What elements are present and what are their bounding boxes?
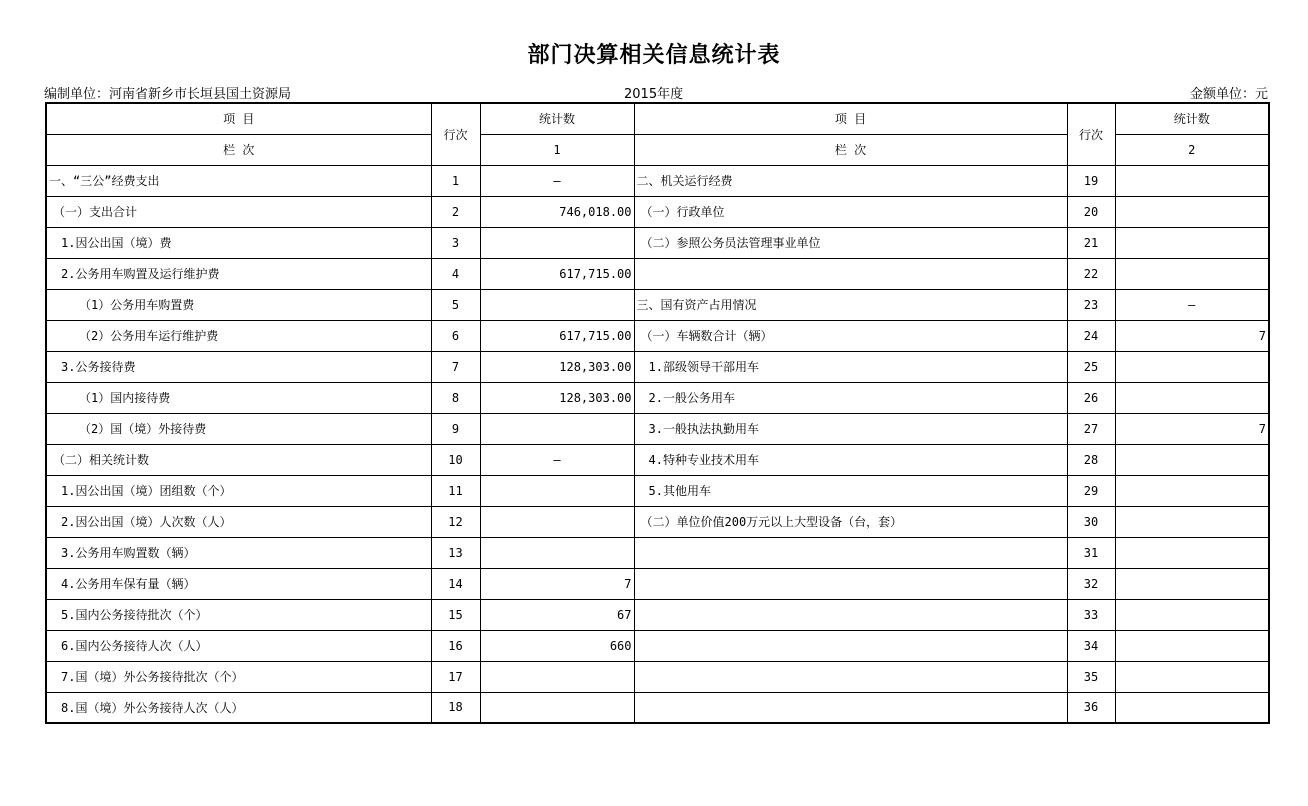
right-item-label bbox=[634, 692, 1067, 723]
left-stat-value bbox=[480, 289, 634, 320]
left-stat-value bbox=[480, 413, 634, 444]
left-stat-value bbox=[480, 506, 634, 537]
table-row bbox=[46, 692, 1269, 723]
header-lineno-left: 行次 bbox=[431, 103, 480, 165]
table-row bbox=[46, 413, 1269, 444]
left-stat-value: 128,303.00 bbox=[480, 382, 634, 413]
right-item-label: 5.其他用车 bbox=[634, 475, 1067, 506]
right-line-number: 27 bbox=[1067, 413, 1115, 444]
right-stat-value bbox=[1115, 196, 1269, 227]
left-line-number: 6 bbox=[431, 320, 480, 351]
right-line-number: 23 bbox=[1067, 289, 1115, 320]
right-stat-value bbox=[1115, 599, 1269, 630]
left-line-number: 15 bbox=[431, 599, 480, 630]
right-item-label bbox=[634, 630, 1067, 661]
left-line-number: 13 bbox=[431, 537, 480, 568]
table-row bbox=[46, 444, 1269, 475]
left-line-number: 11 bbox=[431, 475, 480, 506]
header-item-right: 项 目 bbox=[634, 103, 1067, 134]
left-stat-value: 617,715.00 bbox=[480, 320, 634, 351]
left-item-label: （1）公务用车购置费 bbox=[46, 289, 431, 320]
left-item-label: 1.因公出国（境）团组数（个） bbox=[46, 475, 431, 506]
left-line-number: 2 bbox=[431, 196, 480, 227]
left-item-label: 7.国（境）外公务接待批次（个） bbox=[46, 661, 431, 692]
right-line-number: 24 bbox=[1067, 320, 1115, 351]
right-stat-value bbox=[1115, 568, 1269, 599]
right-line-number: 34 bbox=[1067, 630, 1115, 661]
left-stat-value: 617,715.00 bbox=[480, 258, 634, 289]
currency-unit: 金额单位：元 bbox=[1189, 87, 1268, 102]
header-column-right: 栏 次 bbox=[634, 134, 1067, 165]
left-item-label: 4.公务用车保有量（辆） bbox=[46, 568, 431, 599]
right-item-label: 三、国有资产占用情况 bbox=[634, 289, 1067, 320]
right-line-number: 36 bbox=[1067, 692, 1115, 723]
right-item-label: （一）车辆数合计（辆） bbox=[634, 320, 1067, 351]
left-stat-value bbox=[480, 537, 634, 568]
right-line-number: 22 bbox=[1067, 258, 1115, 289]
right-stat-value bbox=[1115, 444, 1269, 475]
left-line-number: 4 bbox=[431, 258, 480, 289]
left-stat-value: 746,018.00 bbox=[480, 196, 634, 227]
left-line-number: 16 bbox=[431, 630, 480, 661]
right-stat-value: 7 bbox=[1115, 413, 1269, 444]
right-stat-value bbox=[1115, 661, 1269, 692]
table-row bbox=[46, 661, 1269, 692]
left-stat-value: 128,303.00 bbox=[480, 351, 634, 382]
header-col2: 2 bbox=[1115, 134, 1269, 165]
left-line-number: 5 bbox=[431, 289, 480, 320]
left-item-label: 8.国（境）外公务接待人次（人） bbox=[46, 692, 431, 723]
left-line-number: 3 bbox=[431, 227, 480, 258]
table-row bbox=[46, 568, 1269, 599]
left-line-number: 9 bbox=[431, 413, 480, 444]
right-item-label bbox=[634, 661, 1067, 692]
table-row bbox=[46, 196, 1269, 227]
right-line-number: 19 bbox=[1067, 165, 1115, 196]
right-item-label: （二）参照公务员法管理事业单位 bbox=[634, 227, 1067, 258]
left-item-label: 2.公务用车购置及运行维护费 bbox=[46, 258, 431, 289]
right-item-label: 4.特种专业技术用车 bbox=[634, 444, 1067, 475]
left-line-number: 7 bbox=[431, 351, 480, 382]
right-item-label bbox=[634, 537, 1067, 568]
right-line-number: 32 bbox=[1067, 568, 1115, 599]
header-stat-right: 统计数 bbox=[1115, 103, 1269, 134]
right-stat-value bbox=[1115, 351, 1269, 382]
left-line-number: 17 bbox=[431, 661, 480, 692]
right-item-label: 3.一般执法执勤用车 bbox=[634, 413, 1067, 444]
table-row bbox=[46, 289, 1269, 320]
table-row bbox=[46, 382, 1269, 413]
right-stat-value bbox=[1115, 630, 1269, 661]
right-line-number: 29 bbox=[1067, 475, 1115, 506]
right-stat-value bbox=[1115, 506, 1269, 537]
left-item-label: （2）国（境）外接待费 bbox=[46, 413, 431, 444]
left-item-label: （一）支出合计 bbox=[46, 196, 431, 227]
left-item-label: 6.国内公务接待人次（人） bbox=[46, 630, 431, 661]
left-line-number: 12 bbox=[431, 506, 480, 537]
right-item-label: （二）单位价值200万元以上大型设备（台，套） bbox=[634, 506, 1067, 537]
right-item-label bbox=[634, 258, 1067, 289]
table-row bbox=[46, 537, 1269, 568]
right-line-number: 25 bbox=[1067, 351, 1115, 382]
table-row bbox=[46, 475, 1269, 506]
table-row bbox=[46, 320, 1269, 351]
right-stat-value: 7 bbox=[1115, 320, 1269, 351]
left-stat-value bbox=[480, 661, 634, 692]
left-stat-value bbox=[480, 475, 634, 506]
right-stat-value bbox=[1115, 165, 1269, 196]
right-item-label: 1.部级领导干部用车 bbox=[634, 351, 1067, 382]
left-line-number: 8 bbox=[431, 382, 480, 413]
left-stat-value: 660 bbox=[480, 630, 634, 661]
header-lineno-right: 行次 bbox=[1067, 103, 1115, 165]
left-stat-value: 7 bbox=[480, 568, 634, 599]
right-item-label bbox=[634, 599, 1067, 630]
right-line-number: 33 bbox=[1067, 599, 1115, 630]
right-line-number: 20 bbox=[1067, 196, 1115, 227]
right-item-label: 二、机关运行经费 bbox=[634, 165, 1067, 196]
right-stat-value: — bbox=[1115, 289, 1269, 320]
left-stat-value bbox=[480, 692, 634, 723]
right-line-number: 35 bbox=[1067, 661, 1115, 692]
right-stat-value bbox=[1115, 692, 1269, 723]
left-item-label: 1.因公出国（境）费 bbox=[46, 227, 431, 258]
left-stat-value: 67 bbox=[480, 599, 634, 630]
left-item-label: 5.国内公务接待批次（个） bbox=[46, 599, 431, 630]
compiling-unit: 编制单位：河南省新乡市长垣县国土资源局 bbox=[44, 87, 292, 102]
header-column-left: 栏 次 bbox=[46, 134, 431, 165]
right-line-number: 21 bbox=[1067, 227, 1115, 258]
right-item-label: 2.一般公务用车 bbox=[634, 382, 1067, 413]
left-item-label: 3.公务接待费 bbox=[46, 351, 431, 382]
left-item-label: （1）国内接待费 bbox=[46, 382, 431, 413]
table-row bbox=[46, 599, 1269, 630]
left-line-number: 1 bbox=[431, 165, 480, 196]
header-col1: 1 bbox=[480, 134, 634, 165]
page-title: 部门决算相关信息统计表 bbox=[527, 43, 781, 68]
right-line-number: 30 bbox=[1067, 506, 1115, 537]
table-row bbox=[46, 227, 1269, 258]
right-stat-value bbox=[1115, 227, 1269, 258]
right-item-label: （一）行政单位 bbox=[634, 196, 1067, 227]
right-stat-value bbox=[1115, 258, 1269, 289]
table-row bbox=[46, 165, 1269, 196]
header-stat-left: 统计数 bbox=[480, 103, 634, 134]
right-stat-value bbox=[1115, 537, 1269, 568]
left-stat-value: — bbox=[480, 444, 634, 475]
left-item-label: （2）公务用车运行维护费 bbox=[46, 320, 431, 351]
table-row bbox=[46, 258, 1269, 289]
right-item-label bbox=[634, 568, 1067, 599]
right-line-number: 26 bbox=[1067, 382, 1115, 413]
left-line-number: 10 bbox=[431, 444, 480, 475]
table-row bbox=[46, 351, 1269, 382]
right-stat-value bbox=[1115, 382, 1269, 413]
header-row bbox=[46, 103, 1269, 134]
right-stat-value bbox=[1115, 475, 1269, 506]
left-item-label: （二）相关统计数 bbox=[46, 444, 431, 475]
left-stat-value bbox=[480, 227, 634, 258]
table-row bbox=[46, 630, 1269, 661]
left-item-label: 一、“三公”经费支出 bbox=[46, 165, 431, 196]
table-row bbox=[46, 506, 1269, 537]
right-line-number: 28 bbox=[1067, 444, 1115, 475]
left-item-label: 3.公务用车购置数（辆） bbox=[46, 537, 431, 568]
statistics-table bbox=[45, 102, 1270, 724]
left-line-number: 14 bbox=[431, 568, 480, 599]
right-line-number: 31 bbox=[1067, 537, 1115, 568]
left-line-number: 18 bbox=[431, 692, 480, 723]
header-item-left: 项 目 bbox=[46, 103, 431, 134]
fiscal-year: 2015年度 bbox=[624, 87, 684, 102]
left-item-label: 2.因公出国（境）人次数（人） bbox=[46, 506, 431, 537]
left-stat-value: — bbox=[480, 165, 634, 196]
